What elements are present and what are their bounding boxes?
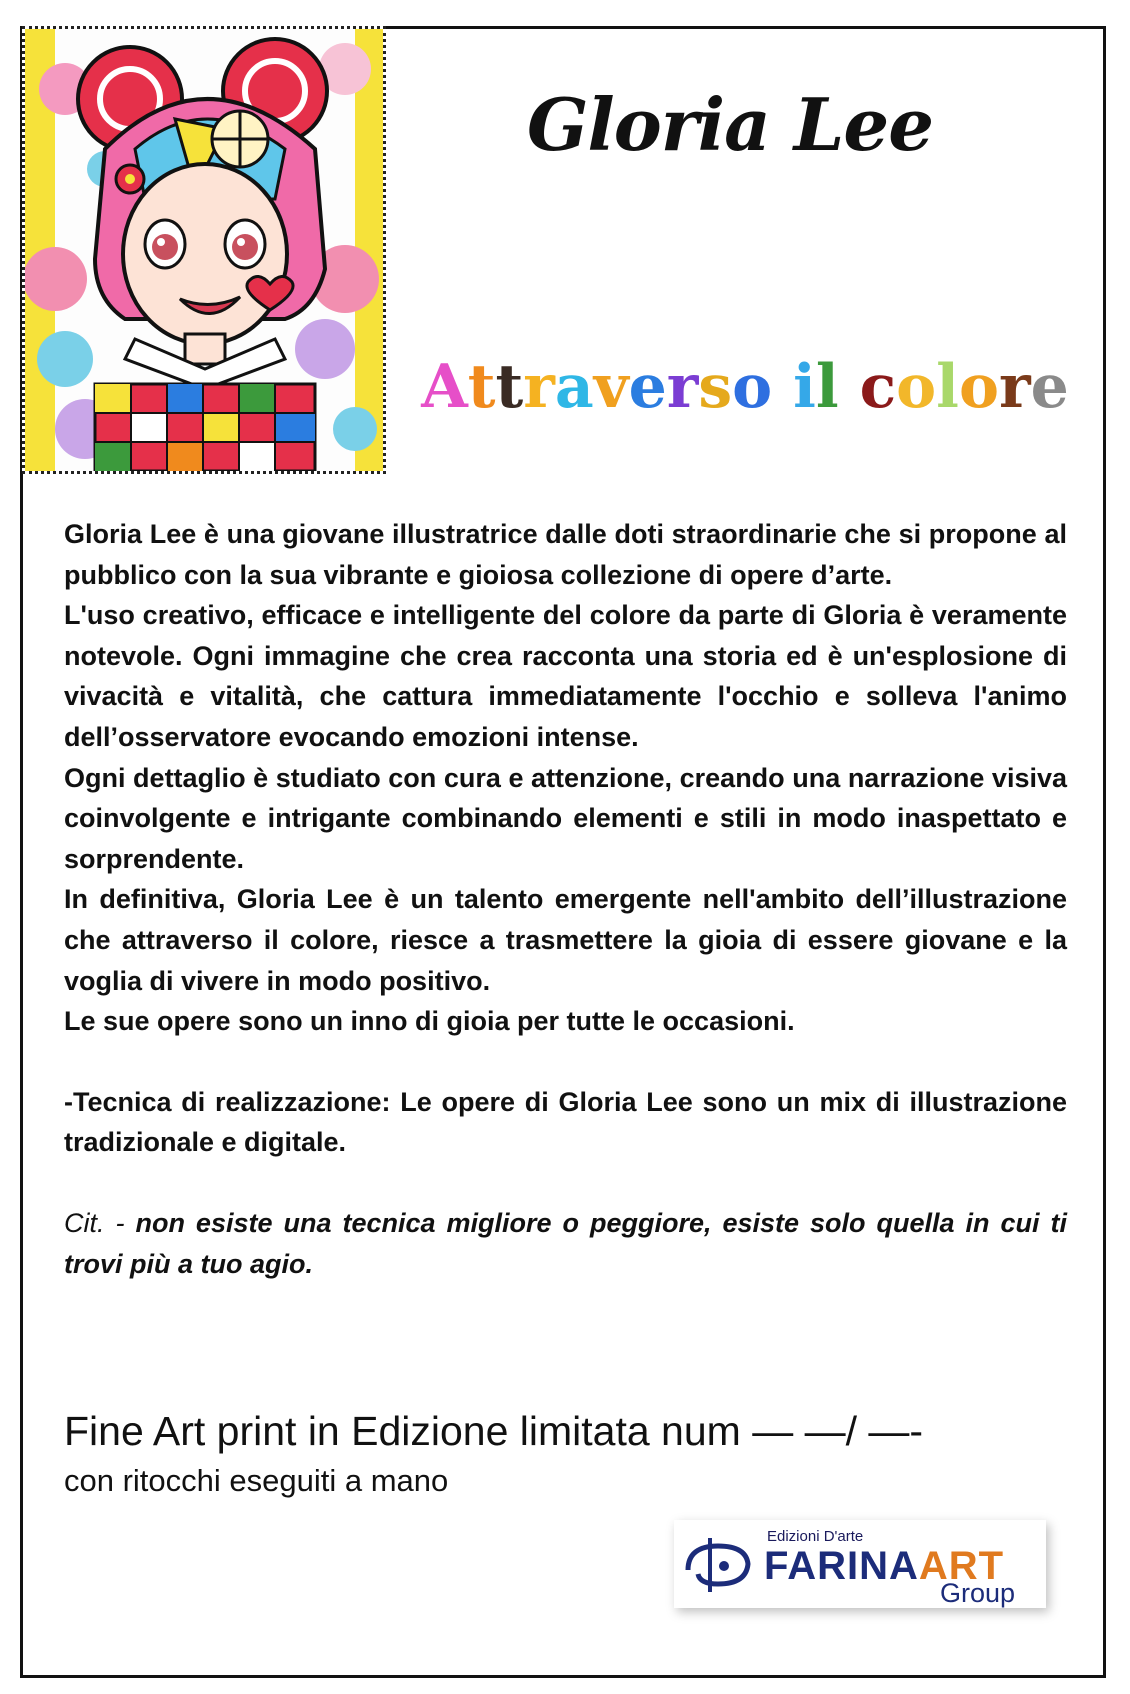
description-paragraph: L'uso creativo, efficace e intelligente del colore da parte di Gloria è veramente notevole. Ogni immagine che crea racconta una storia ed è un'esplosione di vivacità e vitalità, che cattura immediatamente l'occhio e solleva l'animo dell’osservatore evocando emozioni intense.	[64, 600, 1067, 752]
collection-title	[405, 352, 1085, 422]
description-paragraph: In definitiva, Gloria Lee è un talento emergente nell'ambito dell’illustrazione che attraverso il colore, riesce a trasmettere la gioia di essere giovane e la voglia di vivere in modo positivo.	[64, 884, 1067, 996]
title-letter: s	[698, 352, 733, 422]
logo-brand-part1: FARINA	[764, 1544, 919, 1588]
description-paragraph: Ogni dettaglio è studiato con cura e attenzione, creando una narrazione visiva coinvolgente e intrigante combinando elementi e stili in modo inaspettato e sorprendente.	[64, 762, 1067, 874]
title-letter: t	[495, 352, 524, 422]
quote-text: non esiste una tecnica migliore o peggiore, esiste solo quella in cui ti trovi più a tuo agio.	[64, 1207, 1067, 1279]
title-letter: r	[523, 352, 555, 422]
title-letter	[839, 352, 860, 422]
logo-subtitle: Edizioni D'arte	[767, 1528, 864, 1545]
quote-lead: Cit. -	[64, 1207, 136, 1238]
title-letter: o	[958, 352, 999, 422]
artist-portrait-illustration	[22, 26, 386, 474]
title-letter: i	[793, 352, 816, 422]
title-letter: r	[666, 352, 699, 422]
title-letter: c	[859, 352, 897, 422]
logo-group: Group	[940, 1578, 1016, 1608]
description-paragraph: Gloria Lee è una giovane illustratrice dalle doti straordinarie che si propone al pubblico con la sua vibrante e gioiosa collezione di opere d’arte.	[64, 519, 1067, 590]
artist-description	[64, 514, 1067, 1284]
artist-name: Gloria Lee	[526, 82, 934, 167]
edition-label: Fine Art print in Edizione limitata num — —/ —-	[64, 1408, 924, 1454]
logo-brand-part2: ART	[918, 1544, 1005, 1588]
publisher-logo	[674, 1520, 1046, 1608]
description-paragraph: Le sue opere sono un inno di gioia per tutte le occasioni.	[64, 1006, 795, 1037]
title-letter: a	[554, 352, 594, 422]
title-letter: e	[1030, 352, 1069, 422]
title-letter: e	[628, 352, 667, 422]
publisher-mark-icon	[680, 1534, 756, 1594]
title-letter: A	[421, 352, 468, 422]
spacer	[64, 1163, 1067, 1203]
technique-paragraph: -Tecnica di realizzazione: Le opere di Gloria Lee sono un mix di illustrazione tradizionale e digitale.	[64, 1086, 1067, 1158]
title-letter: v	[593, 352, 629, 422]
edition-note: con ritocchi eseguiti a mano	[64, 1463, 449, 1498]
title-letter: l	[936, 352, 959, 422]
title-letter	[772, 352, 793, 422]
title-letter: t	[467, 352, 496, 422]
title-letter: o	[732, 352, 773, 422]
title-letter: r	[998, 352, 1031, 422]
spacer	[64, 1042, 1067, 1082]
quote	[64, 1203, 1067, 1284]
title-letter: o	[896, 352, 937, 422]
title-letter: l	[815, 352, 839, 422]
